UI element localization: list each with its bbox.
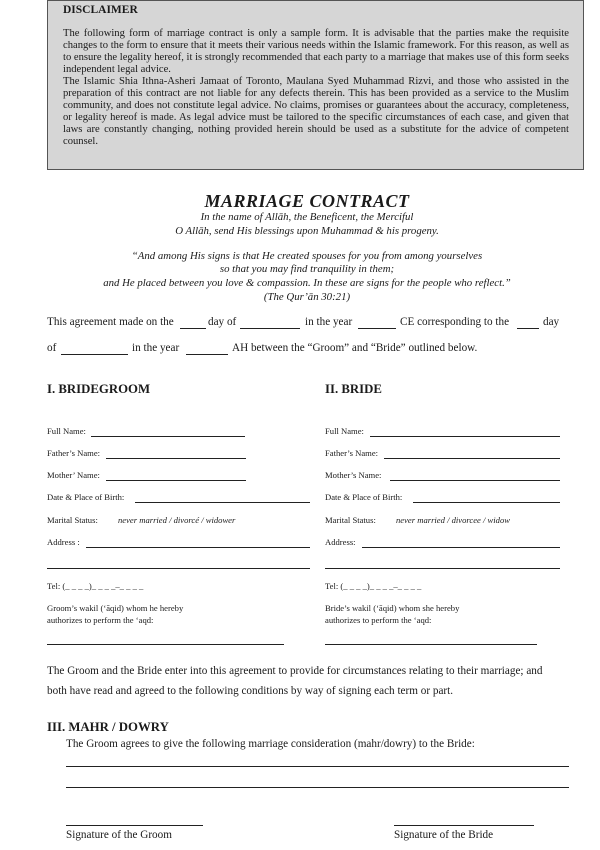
mahr-section-heading: III. MAHR / DOWRY (47, 720, 169, 734)
groom-tel-field[interactable]: Tel: (_ _ _ _)_ _ _ _–_ _ _ _ (47, 581, 144, 591)
bride-wakil-field[interactable] (325, 644, 537, 645)
groom-address-field-1[interactable] (86, 547, 310, 548)
agreement-text-4: CE corresponding to the (400, 316, 510, 328)
groom-mother-label: Mother’ Name: (47, 470, 100, 480)
agreement-year-ce-field[interactable] (358, 328, 396, 329)
bride-mother-field[interactable] (390, 480, 560, 481)
groom-wakil-label-2: authorizes to perform the ‘aqd: (47, 615, 154, 625)
agreement-day-ah-field[interactable] (517, 328, 539, 329)
groom-wakil-field[interactable] (47, 644, 284, 645)
groom-full-name-label: Full Name: (47, 426, 86, 436)
mahr-field-1[interactable] (66, 766, 569, 767)
bride-mother-label: Mother’s Name: (325, 470, 382, 480)
agreement-year-ah-field[interactable] (186, 354, 228, 355)
agreement-text-6: of (47, 342, 57, 354)
conditions-line-1: The Groom and the Bride enter into this agreement to provide for circumstances relating to their marriage; and (47, 665, 543, 677)
salawat-line: O Allāh, send His blessings upon Muhammad & his progeny. (175, 225, 439, 237)
quran-quote-line-2: so that you may find tranquility in them; (219, 263, 395, 275)
bride-section-heading: II. BRIDE (325, 382, 382, 396)
contract-title: MARRIAGE CONTRACT (204, 191, 410, 211)
bride-dob-label: Date & Place of Birth: (325, 492, 403, 502)
bride-wakil-label-1: Bride’s wakil (‘āqid) whom she hereby (325, 603, 460, 613)
groom-marital-label: Marital Status: (47, 515, 98, 525)
agreement-text-1: This agreement made on the (47, 316, 174, 328)
bride-full-name-field[interactable] (370, 436, 560, 437)
bismillah-line: In the name of Allāh, the Beneficent, the Merciful (200, 211, 414, 223)
groom-full-name-field[interactable] (91, 436, 245, 437)
agreement-day-field[interactable] (180, 328, 206, 329)
groom-address-field-2[interactable] (47, 568, 310, 569)
quran-citation: (The Qur’ān 30:21) (263, 291, 351, 303)
groom-section-heading: I. BRIDEGROOM (47, 382, 151, 396)
groom-mother-field[interactable] (106, 480, 246, 481)
groom-father-label: Father’s Name: (47, 448, 101, 458)
disclaimer-title: DISCLAIMER (63, 4, 138, 16)
agreement-month-ah-field[interactable] (61, 354, 128, 355)
groom-dob-field[interactable] (135, 502, 310, 503)
agreement-text-3: in the year (305, 316, 353, 328)
bride-address-field-1[interactable] (362, 547, 560, 548)
disclaimer-paragraph-2: The Islamic Shia Ithna-Asheri Jamaat of Toronto, Maulana Syed Muhammad Rizvi, and those who assisted in the preparation of this contract are not liable for any defects therein. This has been provided as a service to the Muslim community, and does not constitute legal advice. No claims, promises or guarantees about the accuracy, completeness, or legality hereof is made. As legal advice must be tailored to the specific circumstances of each case, and given that laws are constantly changing, nothing provided herein should be used as a substitute for the advice of competent counsel. (63, 76, 569, 147)
bride-wakil-label-2: authorizes to perform the ‘aqd: (325, 615, 432, 625)
bride-tel-field[interactable]: Tel: (_ _ _ _)_ _ _ _–_ _ _ _ (325, 581, 422, 591)
agreement-text-8: AH between the “Groom” and “Bride” outlined below. (232, 342, 478, 354)
bride-address-field-2[interactable] (325, 568, 560, 569)
agreement-text-5: day (543, 316, 560, 328)
groom-signature-label: Signature of the Groom (66, 829, 172, 841)
groom-father-field[interactable] (106, 458, 246, 459)
conditions-line-2: both have read and agreed to the following conditions by way of signing each term or part. (47, 685, 454, 697)
mahr-text: The Groom agrees to give the following marriage consideration (mahr/dowry) to the Bride: (66, 738, 475, 750)
agreement-text-2: day of (208, 316, 237, 328)
groom-dob-label: Date & Place of Birth: (47, 492, 125, 502)
groom-wakil-label-1: Groom’s wakil (‘āqid) whom he hereby (47, 603, 184, 613)
bride-address-label: Address: (325, 537, 356, 547)
disclaimer-box (47, 0, 584, 170)
quran-quote-line-3: and He placed between you love & compassion. In these are signs for the people who reflect.” (103, 277, 511, 289)
agreement-text-7: in the year (132, 342, 180, 354)
groom-marital-options[interactable]: never married / divorcé / widower (118, 515, 236, 525)
disclaimer-paragraph-1: The following form of marriage contract is only a sample form. It is advisable that the parties make the requisite changes to the form to ensure that it meets their various needs within the Islamic framework. For this reason, as well as to ensure the legality hereof, it is strongly recommended that each party to a marriage that makes use of this form seeks independent legal advice. (63, 28, 569, 75)
bride-father-label: Father’s Name: (325, 448, 379, 458)
bride-marital-options[interactable]: never married / divorcee / widow (396, 515, 511, 525)
agreement-month-field[interactable] (240, 328, 300, 329)
groom-signature-line[interactable] (66, 825, 203, 826)
mahr-field-2[interactable] (66, 787, 569, 788)
groom-address-label: Address : (47, 537, 80, 547)
bride-marital-label: Marital Status: (325, 515, 376, 525)
bride-father-field[interactable] (384, 458, 560, 459)
disclaimer-text (63, 28, 569, 148)
quran-quote-line-1: “And among His signs is that He created spouses for you from among yourselves (131, 250, 483, 262)
bride-full-name-label: Full Name: (325, 426, 364, 436)
bride-signature-label: Signature of the Bride (394, 829, 494, 841)
bride-dob-field[interactable] (413, 502, 560, 503)
bride-signature-line[interactable] (394, 825, 534, 826)
